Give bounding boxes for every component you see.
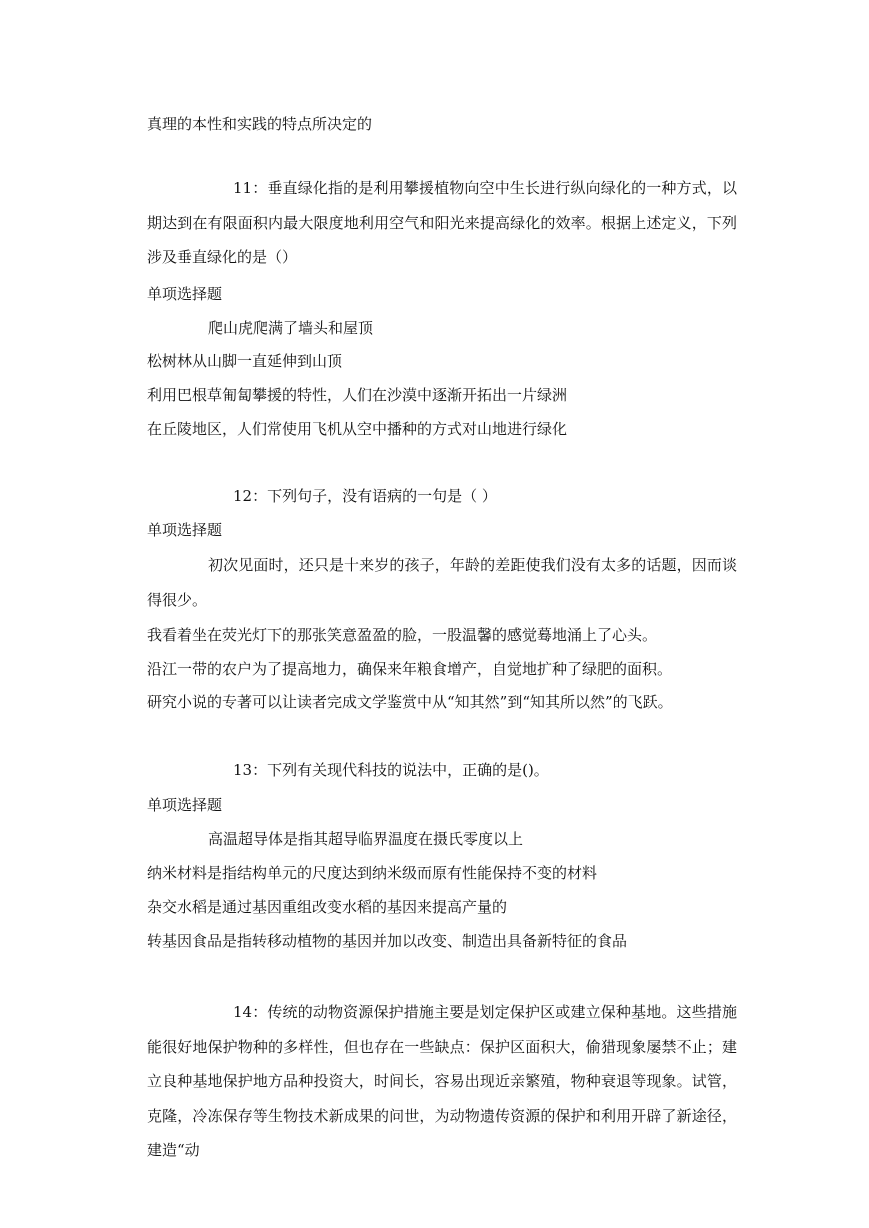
question-11-stem: 11：垂直绿化指的是利用攀援植物向空中生长进行纵向绿化的一种方式，以期达到在有限面积内最大限度地利用空气和阳光来提高绿化的效率。根据上述定义，下列涉及垂直绿化的是（） <box>147 179 737 266</box>
question-12-option-a: 初次见面时，还只是十来岁的孩子，年龄的差距使我们没有太多的话题，因而谈得很少。 <box>147 556 737 609</box>
question-11-option-d: 在丘陵地区，人们常使用飞机从空中播种的方式对山地进行绿化 <box>147 420 568 438</box>
question-12-type: 单项选择题 <box>147 521 223 539</box>
question-12-stem: 12：下列句子，没有语病的一句是（ ） <box>233 487 497 505</box>
question-13-option-d: 转基因食品是指转移动植物的基因并加以改变、制造出具备新特征的食品 <box>147 932 628 950</box>
question-11-option-a: 爬山虎爬满了墙头和屋顶 <box>208 319 374 337</box>
question-13-stem: 13：下列有关现代科技的说法中，正确的是()。 <box>233 761 549 779</box>
intro-text: 真理的本性和实践的特点所决定的 <box>147 115 373 133</box>
question-11-type: 单项选择题 <box>147 285 223 303</box>
question-13-option-a: 高温超导体是指其超导临界温度在摄氏零度以上 <box>208 830 524 848</box>
question-11-option-b: 松树林从山脚一直延伸到山顶 <box>147 352 343 370</box>
question-13-type: 单项选择题 <box>147 796 223 814</box>
question-12-option-b: 我看着坐在荧光灯下的那张笑意盈盈的脸，一股温馨的感觉蓦地涌上了心头。 <box>147 626 658 644</box>
question-13-option-c: 杂交水稻是通过基因重组改变水稻的基因来提高产量的 <box>147 898 508 916</box>
question-11-option-c: 利用巴根草匍匐攀援的特性，人们在沙漠中逐渐开拓出一片绿洲 <box>147 386 568 404</box>
question-13-option-b: 纳米材料是指结构单元的尺度达到纳米级而原有性能保持不变的材料 <box>147 864 598 882</box>
question-12-option-c: 沿江一带的农户为了提高地力，确保来年粮食增产，自觉地扩种了绿肥的面积。 <box>147 660 673 678</box>
question-12-option-d: 研究小说的专著可以让读者完成文学鉴赏中从“知其然”到“知其所以然”的飞跃。 <box>147 693 673 711</box>
question-14-stem: 14：传统的动物资源保护措施主要是划定保护区或建立保种基地。这些措施能很好地保护物种的多样性，但也存在一些缺点：保护区面积大，偷猎现象屡禁不止；建立良种基地保护地方品种投资大，时间长，容易出现近亲繁殖，物种衰退等现象。试管，克隆，冷冻保存等生物技术新成果的问世，为动物遗传资源的保护和利用开辟了新途径，建造“动 <box>147 1003 737 1159</box>
